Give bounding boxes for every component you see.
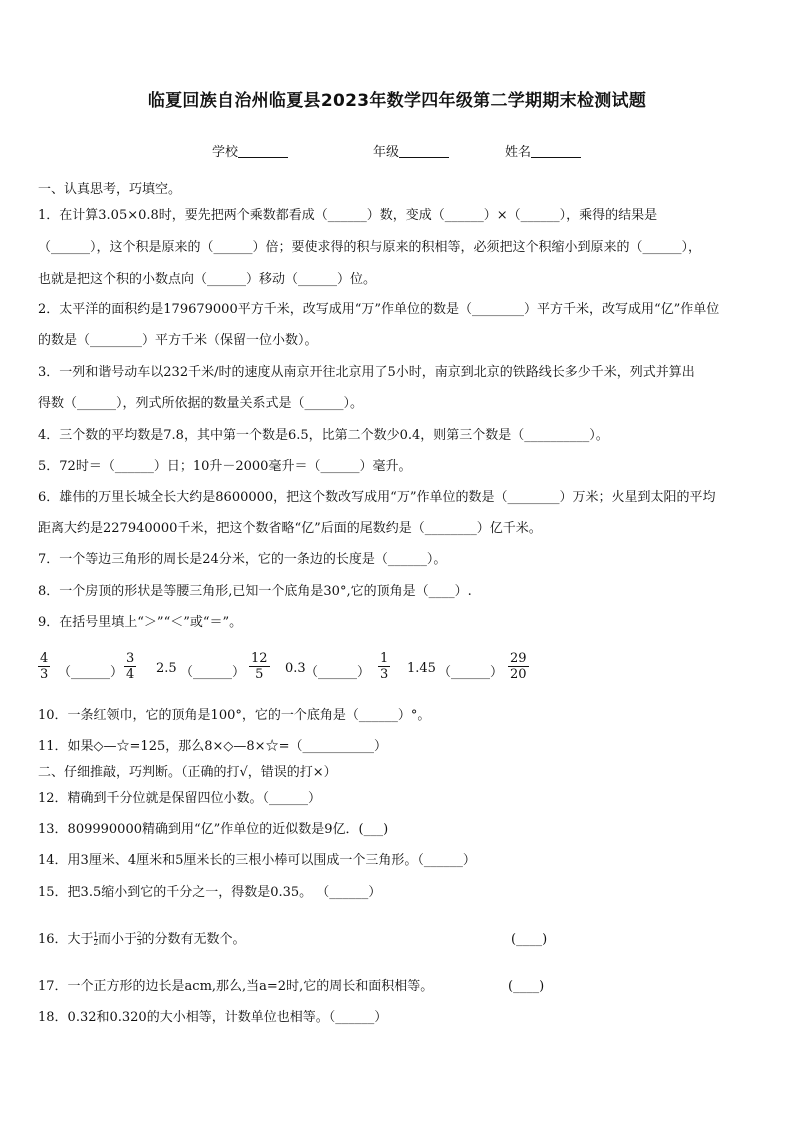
question-8: 8．一个房顶的形状是等腰三角形,已知一个底角是30°,它的顶角是（____）.	[38, 584, 472, 599]
q9-blank-4[interactable]: （______）	[438, 665, 504, 680]
school-field: 学校	[212, 141, 288, 160]
question-3-line-2: 得数（______），列式所依据的数量关系式是（______）。	[38, 396, 364, 411]
question-1-line-3: 也就是把这个积的小数点向（______）移动（______）位。	[38, 272, 377, 287]
q16-fraction-1: $\frac{1}{2}$	[93, 931, 99, 947]
question-18: 18．0.32和0.320的大小相等，计数单位也相等。（______）	[38, 1010, 388, 1025]
q9-blank-3[interactable]: （______）	[305, 665, 371, 680]
question-14: 14．用3厘米、4厘米和5厘米长的三根小棒可以围成一个三角形。（______）	[38, 853, 476, 868]
question-7: 7．一个等边三角形的周长是24分米，它的一条边的长度是（______）。	[38, 552, 447, 567]
q16-blank[interactable]: (____)	[511, 932, 548, 947]
q9-fraction-1: $\frac{4}{3}$	[40, 651, 49, 682]
question-15: 15．把3.5缩小到它的千分之一，得数是0.35。 （______）	[38, 885, 382, 900]
q9-fraction-2: $\frac{3}{4}$	[126, 651, 135, 682]
question-1-line-1: 1．在计算3.05×0.8时，要先把两个乘数都看成（______）数，变成（______）×（______），乘得的结果是	[38, 208, 658, 223]
q9-blank-2[interactable]: （______）	[180, 665, 246, 680]
question-10: 10．一条红领巾，它的顶角是100°，它的一个底角是（______）°。	[38, 708, 431, 723]
q17-blank[interactable]: (____)	[508, 979, 545, 994]
section-2-heading: 二、仔细推敲，巧判断。（正确的打√，错误的打×）	[38, 765, 337, 780]
q9-fraction-4: $\frac{1}{3}$	[380, 651, 389, 682]
question-6-line-2: 距离大约是227940000千米，把这个数省略“亿”后面的尾数约是（________）亿千米。	[38, 521, 542, 536]
page-title: 临夏回族自治州临夏县2023年数学四年级第二学期期末检测试题	[147, 91, 647, 111]
grade-line[interactable]	[399, 144, 449, 158]
q9-fraction-5: $\frac{29}{20}$	[510, 651, 527, 682]
question-1-line-2: （______），这个积是原来的（______）倍；要使求得的积与原来的积相等，必须把这个积缩小到原来的（______），	[38, 240, 702, 255]
question-11: 11．如果◇—☆=125，那么8×◇—8×☆=（___________）	[38, 739, 387, 754]
question-16: 16．大于 $\frac{1}{2}$ 而小于 $\frac{2}{3}$ 的分数有无数个。	[38, 931, 246, 947]
name-field: 姓名	[505, 141, 581, 160]
q9-number-2-5: 2.5	[156, 661, 177, 676]
q9-blank-1[interactable]: （______）	[58, 665, 124, 680]
grade-field: 年级	[373, 141, 449, 160]
question-13: 13．809990000精确到用“亿”作单位的近似数是9亿．(___)	[38, 822, 389, 837]
question-4: 4．三个数的平均数是7.8，其中第一个数是6.5，比第二个数少0.4，则第三个数是（__________）。	[38, 428, 609, 443]
q9-number-0-3: 0.3	[285, 661, 306, 676]
question-6-line-1: 6．雄伟的万里长城全长大约是8600000，把这个数改写成用“万”作单位的数是（________）万米；火星到太阳的平均	[38, 490, 716, 505]
school-line[interactable]	[238, 144, 288, 158]
question-9: 9．在括号里填上“＞”“＜”或“＝”。	[38, 615, 243, 630]
question-2-line-2: 的数是（________）平方千米（保留一位小数）。	[38, 333, 318, 348]
question-12: 12．精确到千分位就是保留四位小数。（______）	[38, 791, 322, 806]
question-3-line-1: 3．一列和谐号动车以232千米/时的速度从南京开往北京用了5小时，南京到北京的铁路线长多少千米，列式并算出	[38, 365, 695, 380]
q9-number-1-45: 1.45	[407, 661, 436, 676]
q16-fraction-2: $\frac{2}{3}$	[137, 931, 142, 947]
question-5: 5．72时＝（______）日；10升－2000毫升＝（______）毫升。	[38, 459, 412, 474]
section-1-heading: 一、认真思考，巧填空。	[38, 182, 182, 197]
question-2-line-1: 2．太平洋的面积约是179679000平方千米，改写成用“万”作单位的数是（________）平方千米，改写成用“亿”作单位	[38, 302, 720, 317]
question-17: 17．一个正方形的边长是acm,那么,当a=2时,它的周长和面积相等。	[38, 979, 434, 994]
name-line[interactable]	[531, 144, 581, 158]
q9-fraction-3: $\frac{12}{5}$	[251, 651, 268, 682]
